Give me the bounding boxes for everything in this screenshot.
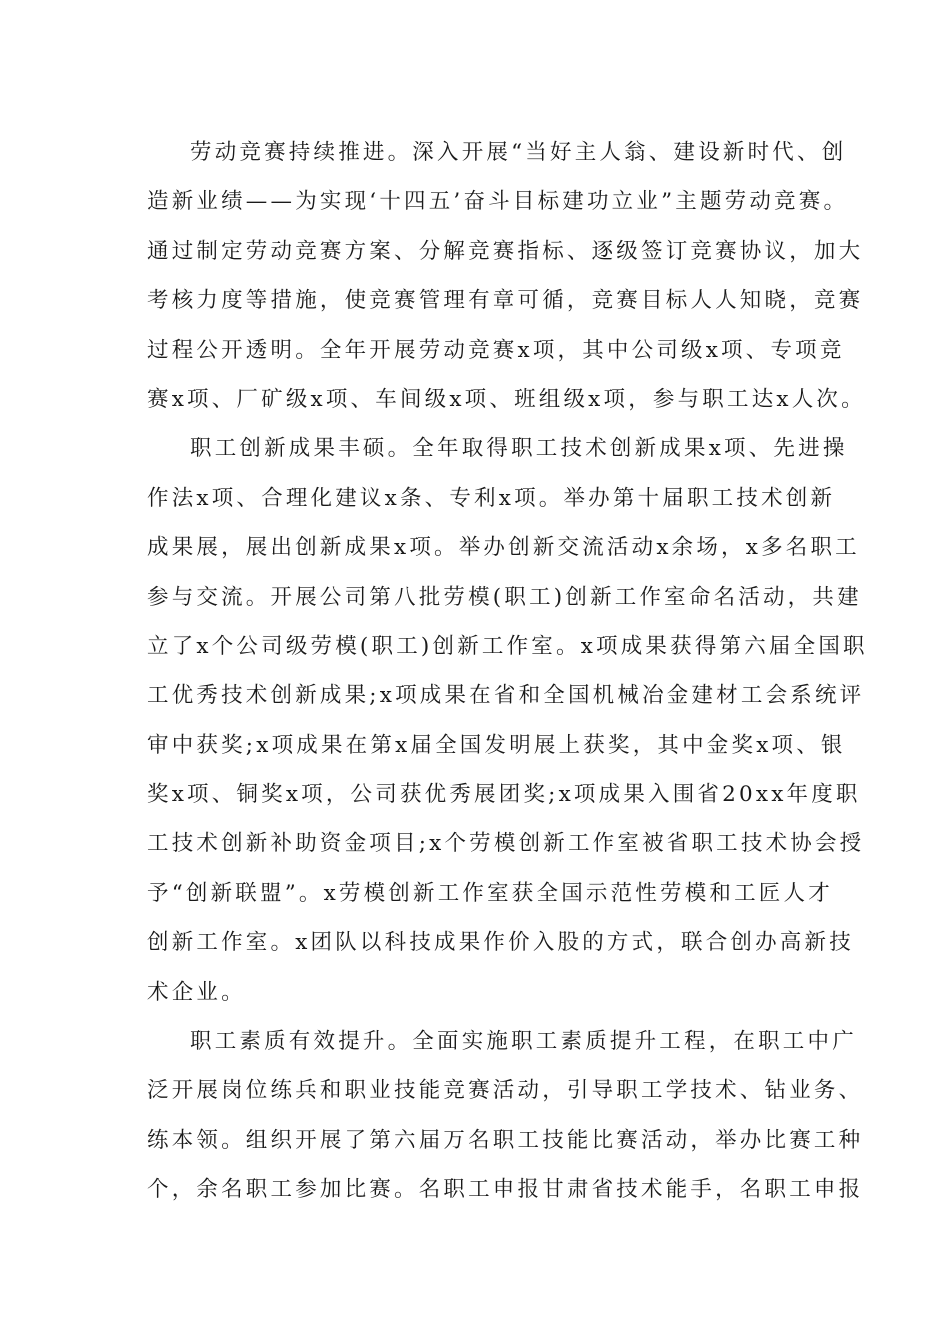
paragraph-1-line-1: 劳动竞赛持续推进。深入开展“当好主人翁、建设新时代、创	[190, 140, 847, 165]
paragraph-2-line-4: 参与交流。开展公司第八批劳模(职工)创新工作室命名活动，共建	[147, 584, 862, 610]
paragraph-2-line-1: 职工创新成果丰硕。全年取得职工技术创新成果x项、先进操	[190, 436, 848, 462]
paragraph-3-line-1: 职工素质有效提升。全面实施职工素质提升工程，在职工中广	[190, 1029, 857, 1055]
paragraph-2-line-5: 立了x个公司级劳模(职工)创新工作室。x项成果获得第六届全国职	[147, 633, 868, 659]
paragraph-3-line-4: 个，余名职工参加比赛。名职工申报甘肃省技术能手，名职工申报	[147, 1177, 864, 1203]
paragraph-2-line-3: 成果展，展出创新成果x项。举办创新交流活动x余场，x多名职工	[147, 535, 860, 561]
paragraph-2-line-8: 奖x项、铜奖x项，公司获优秀展团奖;x项成果入围省20xx年度职	[147, 782, 861, 808]
paragraph-2-line-9: 工技术创新补助资金项目;x个劳模创新工作室被省职工技术协会授	[147, 831, 865, 857]
paragraph-2-line-6: 工优秀技术创新成果;x项成果在省和全国机械冶金建材工会系统评	[147, 683, 865, 709]
paragraph-2-line-2: 作法x项、合理化建议x条、专利x项。举办第十届职工技术创新	[147, 485, 836, 511]
paragraph-2-line-12: 术企业。	[147, 979, 246, 1005]
paragraph-3-line-2: 泛开展岗位练兵和职业技能竞赛活动，引导职工学技术、钻业务、	[147, 1078, 864, 1104]
paragraph-1-line-3: 通过制定劳动竞赛方案、分解竞赛指标、逐级签订竞赛协议，加大	[147, 238, 864, 264]
document-body	[147, 131, 868, 1218]
paragraph-2-line-7: 审中获奖;x项成果在第x届全国发明展上获奖，其中金奖x项、银	[147, 732, 846, 758]
paragraph-1-line-5: 过程公开透明。全年开展劳动竞赛x项，其中公司级x项、专项竞	[147, 337, 845, 363]
paragraph-2-line-10: 予“创新联盟”。x劳模创新工作室获全国示范性劳模和工匠人才	[147, 880, 833, 906]
paragraph-2-line-11: 创新工作室。x团队以科技成果作价入股的方式，联合创办高新技	[147, 930, 854, 956]
paragraph-1-line-6: 赛x项、厂矿级x项、车间级x项、班组级x项，参与职工达x人次。	[147, 386, 866, 412]
paragraph-1-line-2: 造新业绩——为实现‘十四五’奋斗目标建功立业”主题劳动竞赛。	[147, 189, 849, 215]
paragraph-3-line-3: 练本领。组织开展了第六届万名职工技能比赛活动，举办比赛工种	[147, 1127, 864, 1153]
paragraph-1-line-4: 考核力度等措施，使竞赛管理有章可循，竞赛目标人人知晓，竞赛	[147, 288, 864, 314]
